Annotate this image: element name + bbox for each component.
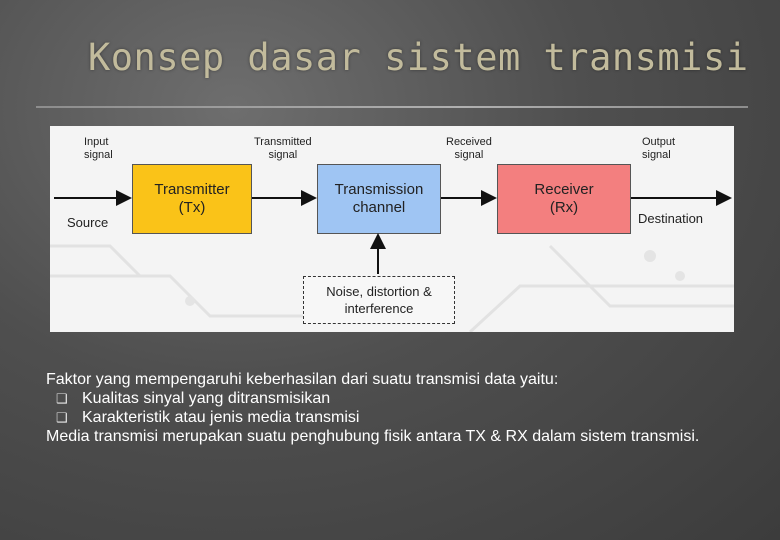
slide-title: Konsep dasar sistem transmisi	[88, 36, 749, 79]
closing-text: Media transmisi merupakan suatu penghubung fisik antara TX & RX dalam sistem transmisi.	[46, 428, 700, 445]
transmission-channel-block: Transmission channel	[317, 164, 441, 234]
noise-distortion-block: Noise, distortion & interference	[303, 276, 455, 324]
signal-flow-arrows	[50, 126, 734, 332]
checkbox-bullet-icon: ❑	[56, 410, 68, 425]
receiver-block: Receiver (Rx)	[497, 164, 631, 234]
transmission-system-diagram	[50, 126, 734, 332]
transmitter-block: Transmitter (Tx)	[132, 164, 252, 234]
body-text	[46, 370, 746, 446]
list-item-text: Karakteristik atau jenis media transmisi	[82, 409, 360, 426]
title-divider	[36, 106, 748, 108]
received-signal-label: Received signal	[446, 136, 492, 161]
source-label: Source	[67, 215, 109, 230]
list-item-text: Kualitas sinyal yang ditransmisikan	[82, 390, 331, 407]
checkbox-bullet-icon: ❑	[56, 391, 68, 406]
input-signal-label: Input signal	[84, 136, 113, 161]
list-item	[46, 408, 746, 427]
intro-text: Faktor yang mempengaruhi keberhasilan dari suatu transmisi data yaitu:	[46, 371, 559, 388]
transmitted-signal-label: Transmitted signal	[254, 136, 312, 161]
output-signal-label: Output signal	[642, 136, 676, 161]
destination-label: Destination	[638, 211, 704, 226]
list-item	[46, 389, 746, 408]
